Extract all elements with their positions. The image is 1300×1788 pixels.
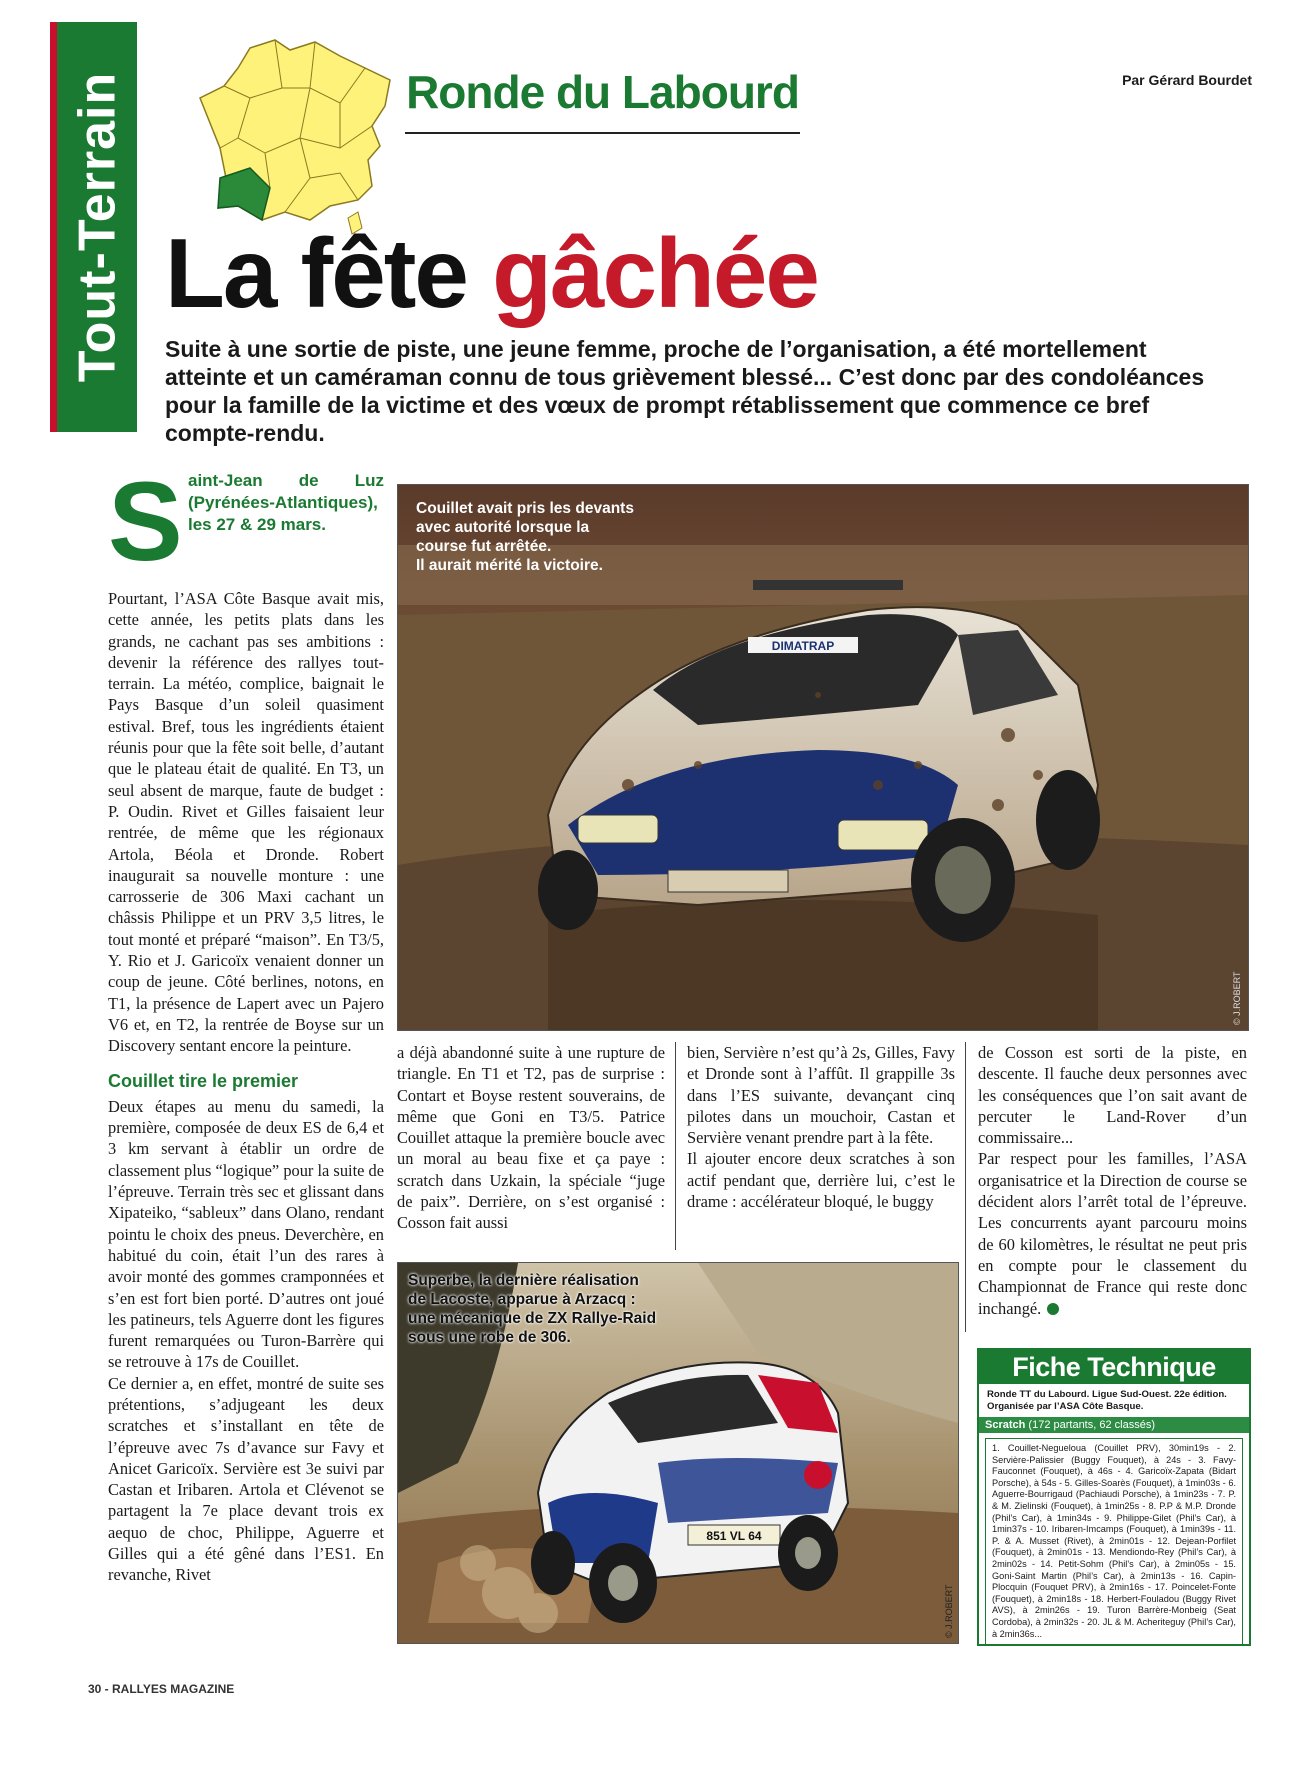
byline: Par Gérard Bourdet	[1122, 72, 1252, 88]
photo-credit: © J.ROBERT	[944, 1584, 954, 1638]
article-paragraph-text: Par respect pour les familles, l’ASA organisatrice et la Direction de course se décident alors l’arrêt total de l’épreuve. Les concurrents ayant parcouru moins de 60 kilomètres, le résultat ne peut pris en compte pour le classement du Championnat de France qui reste donc inchangé.	[978, 1149, 1247, 1318]
technical-sheet-title: Fiche Technique	[979, 1350, 1249, 1384]
rally-car-photo-2	[397, 1262, 959, 1644]
article-paragraph: Deux étapes au menu du samedi, la première, composée de deux ES de 6,4 et 3 km servant à établir un ordre de classement plus “logique” pour la suite de l’épreuve. Terrain très sec et glissant dans Xipateiko, “sableux” dans Olano, rendant pointu le choix des pneus. Deverchère, en habitué du coin, était l’un des rares à avoir monté des gommes cramponnées et s’en est fort bien porté. D’autres ont joué les patineurs, tels Aguerre dont les figures furent remarquées ou Turon-Barrère qui se retrouve à 17s de Couillet.	[108, 1096, 384, 1372]
article-paragraph: Ce dernier a, en effet, montré de suite ses prétentions, s’adjugeant les deux scratches et s’installant en tête de l’épreuve avec 7s d’avance sur Favy et Anicet Garicoïx. Servière est 3e suivi par Castan et Iribaren. Artola et Clévenot se partagent la 7e place devant trois ex aequo de choc, Philippe, Aguerre et Gilles qui a été gêné dans l’ES1. En revanche, Rivet	[108, 1373, 384, 1585]
column-divider	[675, 1042, 676, 1250]
headline-part2: gâchée	[492, 218, 818, 328]
article-paragraph: Pourtant, l’ASA Côte Basque avait mis, cette année, les petits plats dans les grands, ne cachant pas ses ambitions : devenir la référence des rallyes tout-terrain. La météo, complice, baignait le Pays Basque d’un soleil quasiment estival. Bref, tous les ingrédients étaient réunis pour que la fête soit belle, d’autant que le plateau était de qualité. En T3, un seul absent de marque, faute de budget : P. Oudin. Rivet et Gilles faisaient leur rentrée, de même que les régionaux Artola, Béola et Dronde. Robert inaugurait sa nouvelle monture : une carrosserie de 306 Maxi cachant un châssis Philippe et un PRV 3,5 litres, le tout monté et préparé “maison”. En T3/5, Y. Rio et J. Garicoïx venaient donner un coup de jeune. Côté berlines, notons, en T1, la présence de Lapert avec un Pajero V6 et, en T2, la rentrée de Boyse sur un Discovery sentant encore la peinture.	[108, 589, 384, 1056]
headline-part1: La fête	[165, 218, 493, 328]
photo-caption: Couillet avait pris les devants avec autorité lorsque la course fut arrêtée. Il aurait mérité la victoire.	[416, 500, 634, 574]
event-details: Ronde TT du Labourd. Ligue Sud-Ouest. 22e édition. Organisée par l’ASA Côte Basque.	[987, 1389, 1227, 1412]
article-paragraph: de Cosson est sorti de la piste, en descente. Il fauche deux personnes avec les conséquences que l’on sait avant de percuter le Land-Rover d’un commissaire...	[978, 1043, 1247, 1148]
scratch-header	[979, 1417, 1249, 1433]
section-tab-label: Tout-Terrain	[68, 71, 126, 383]
article-paragraph: a déjà abandonné suite à une rupture de triangle. En T1 et T2, pas de surprise : Contart et Boyse restent souverains, de même que Goni en T3/5. Patrice Couillet attaque la première boucle avec un moral au beau fixe et ça paye : scratch dans Uzkain, la spéciale “juge de paix”. Derrière, on s’est organisé : Cosson fait aussi	[397, 1043, 665, 1233]
photo-caption: Superbe, la dernière réalisation de Lacoste, apparue à Arzacq : une mécanique de ZX Rallye-Raid sous une robe de 306.	[408, 1272, 657, 1346]
headline	[165, 218, 818, 328]
photo-credit: © J.ROBERT	[1232, 971, 1242, 1025]
article-column-2	[397, 1042, 665, 1234]
article-column-4	[978, 1042, 1247, 1319]
rubric-title: Ronde du Labourd	[405, 62, 800, 134]
france-map-icon	[190, 28, 400, 238]
article-paragraph	[978, 1148, 1247, 1318]
article-paragraph: bien, Servière n’est qu’à 2s, Gilles, Favy et Dronde sont à l’affût. Il grappille 3s dans l’ES suivante, devançant cinq pilotes dans un mouchoir, Castan et Servière venant prendre part à la fête.	[687, 1043, 955, 1148]
licence-plate-text: 851 VL 64	[706, 1529, 762, 1543]
scratch-note: (172 partants, 62 classés)	[1028, 1419, 1155, 1431]
column-divider	[965, 1042, 966, 1332]
dateline: aint-Jean de Luz (Pyrénées-Atlantiques), les 27 & 29 mars.	[188, 471, 384, 534]
technical-sheet-box	[977, 1348, 1251, 1646]
intro-paragraph: Suite à une sortie de piste, une jeune femme, proche de l’organisation, a été mortellement atteinte et un caméraman connu de tous grièvement blessé... C’est donc par des condoléances pour la famille de la victime et des vœux de prompt rétablissement que commence ce bref compte-rendu.	[165, 336, 1205, 446]
article-column-1	[108, 459, 384, 1586]
page-footer: 30 - RALLYES MAGAZINE	[88, 1682, 235, 1696]
results-list: 1. Couillet-Negueloua (Couillet PRV), 30min19s - 2. Servière-Palissier (Buggy Fouquet), à 24s - 3. Favy-Fauconnet (Fouquet), à 46s - 4. Garicoïx-Zapata (Bidart Porsche), à 54s - 5. Gilles-Soarès (Fouquet), à 1min03s - 6. Aguerre-Bourrigaud (Pachiaudi Porsche), à 1min23s - 7. P. & M. Zielinski (Fouquet), à 1min25s - 8. P.P & M.P. Dronde (Phil’s Car), à 1min34s - 9. Philippe-Gilet (Phil’s Car), à 1min37s - 10. Iribaren-Imcamps (Fouquet), à 1min39s - 11. P. & A. Musset (Rivet), à 2min01s - 12. Dejean-Porfilet (Fouquet), à 2min01s - 13. Mendiondo-Rey (Phil’s Car), à 2min02s - 14. Petit-Sohm (Phil’s Car), à 2min05s - 15. Goni-Saint Martin (Phil’s Car), à 2min13s - 16. Capin-Plocquin (Fouquet PRV), à 2min16s - 17. Poincelet-Fonte (Fouquet), à 2min18s - 18. Herbert-Fouladou (Buggy Rivet AVS), à 2min26s - 19. Turon Barrère-Monbeig (Seat Cordoba), à 2min32s - 20. JL & M. Acheriteguy (Phil’s Car), à 2min36s...	[985, 1438, 1243, 1645]
dateline-block	[108, 459, 384, 586]
article-column-3	[687, 1042, 955, 1212]
rally-car-photo	[397, 484, 1249, 1031]
end-of-article-icon	[1047, 1303, 1059, 1315]
subheading: Couillet tire le premier	[108, 1070, 299, 1091]
sponsor-text: DIMATRAP	[771, 639, 835, 653]
section-tab	[50, 22, 137, 432]
drop-cap: S	[108, 459, 183, 584]
article-paragraph: Il ajouter encore deux scratches à son actif pendant que, derrière lui, c’est le drame : accélérateur bloqué, le buggy	[687, 1149, 955, 1212]
scratch-label: Scratch	[985, 1419, 1026, 1431]
